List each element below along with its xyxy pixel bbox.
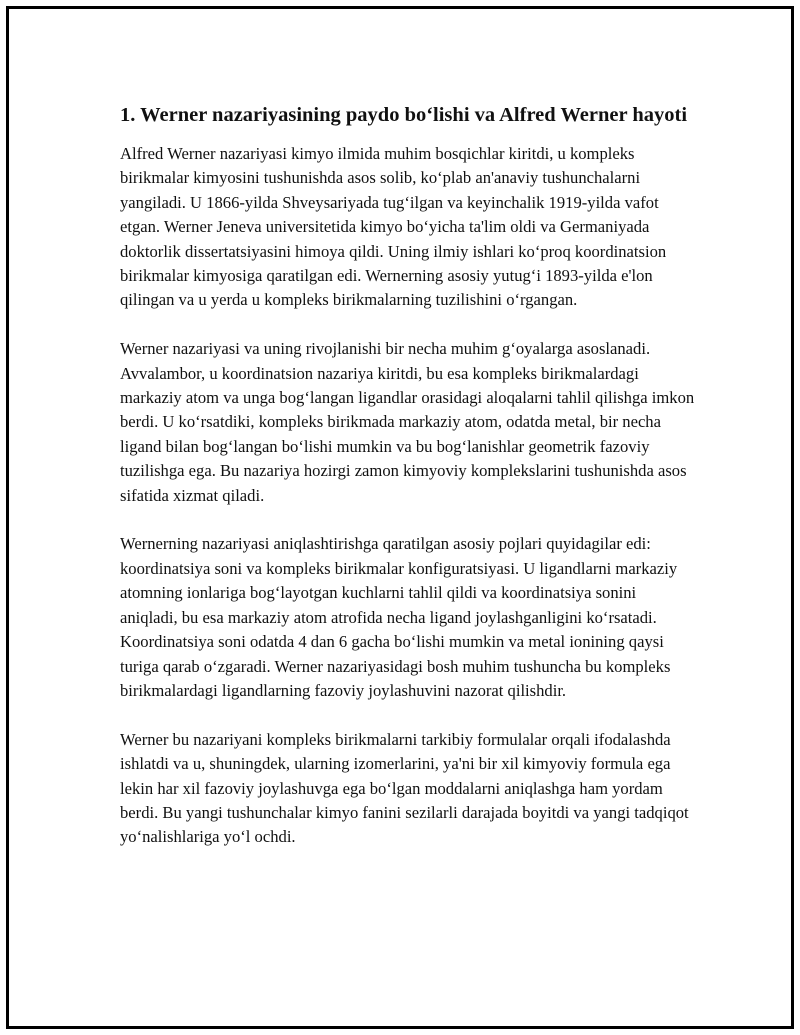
page-frame bbox=[6, 6, 794, 1029]
paragraph-2: Werner nazariyasi va uning rivojlanishi bir necha muhim g‘oyalarga asoslanadi. Avvalambor, u koordinatsion nazariya kiritdi, bu esa kompleks birikmalardagi markaziy atom va unga bog‘langan ligandlar orasidagi aloqalarni tahlil qilishga imkon berdi. U ko‘rsatdiki, kompleks birikmada markaziy atom, odatda metal, bir necha ligand bilan bog‘langan bo‘lishi mumkin va bu bog‘lanishlar geometrik fazoviy tuzilishga ega. Bu nazariya hozirgi zamon kimyoviy komplekslarini tushunishda asos sifatida xizmat qiladi. bbox=[120, 339, 695, 505]
paragraph-4: Werner bu nazariyani kompleks birikmalarni tarkibiy formulalar orqali ifodalashda ishlatdi va u, shuningdek, ularning izomerlarini, ya'ni bir xil kimyoviy formula ega lekin har xil fazoviy joylashuvga ega bo‘lgan moddalarni aniqlashga ham yordam berdi. Bu yangi tushunchalar kimyo fanini sezilarli darajada boyitdi va yangi tadqiqot yo‘nalishlariga yo‘l ochdi. bbox=[120, 729, 689, 847]
paragraph-3: Wernerning nazariyasi aniqlashtirishga qaratilgan asosiy pojlari quyidagilar edi: koordinatsiya soni va kompleks birikmalar konfiguratsiyasi. U ligandlarni markaziy atomning ionlariga bog‘layotgan kuchlarni tahlil qildi va koordinatsiya sonini aniqladi, bu esa markaziy atom atrofida necha ligand joylashganligini ko‘rsatadi. Koordinatsiya soni odatda 4 dan 6 gacha bo‘lishi mumkin va metal ionining qaysi turiga qarab o‘zgaradi. Werner nazariyasidagi bosh muhim tushuncha bu kompleks birikmalardagi ligandlarning fazoviy joylashuvini nazorat qilishdir. bbox=[120, 534, 678, 700]
section-heading: 1. Werner nazariyasining paydo bo‘lishi va Alfred Werner hayoti bbox=[120, 104, 688, 126]
document-body bbox=[120, 102, 695, 874]
paragraph-1: Alfred Werner nazariyasi kimyo ilmida muhim bosqichlar kiritdi, u kompleks birikmalar kimyosini tushunishda asos solib, ko‘plab an'anaviy tushunchalarni yangiladi. U 1866-yilda Shveysariyada tug‘ilgan va keyinchalik 1919-yilda vafot etgan. Werner Jeneva universitetida kimyo bo‘yicha ta'lim oldi va Germaniyada doktorlik dissertatsiyasini himoya qildi. Uning ilmiy ishlari ko‘proq koordinatsion birikmalar kimyosiga qaratilgan edi. Wernerning asosiy yutug‘i 1893-yilda e'lon qilingan va u yerda u kompleks birikmalarning tuzilishini o‘rgangan. bbox=[120, 144, 667, 310]
